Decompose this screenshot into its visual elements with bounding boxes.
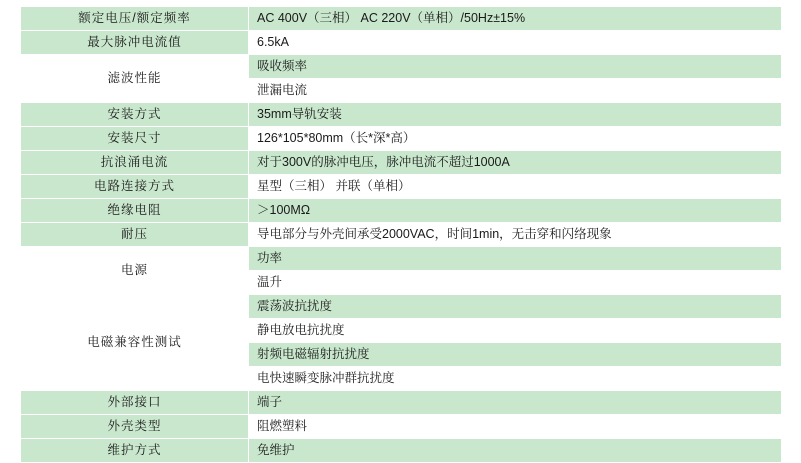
spec-value-cell: 射频电磁辐射抗扰度	[249, 343, 782, 367]
table-row	[21, 199, 782, 223]
spec-value-cell: 免维护	[249, 439, 782, 463]
spec-value-cell: ＞100MΩ	[249, 199, 782, 223]
spec-value-cell: 6.5kA	[249, 31, 782, 55]
spec-label-cell: 最大脉冲电流值	[21, 31, 249, 55]
spec-label-cell: 外部接口	[21, 391, 249, 415]
spec-label-cell: 电源	[21, 247, 249, 295]
table-row	[21, 295, 782, 319]
spec-value-cell: 吸收频率	[249, 55, 782, 79]
spec-value-cell: 阻燃塑料	[249, 415, 782, 439]
table-row	[21, 31, 782, 55]
spec-label-cell: 外壳类型	[21, 415, 249, 439]
table-row	[21, 391, 782, 415]
spec-label-cell: 绝缘电阻	[21, 199, 249, 223]
spec-value-cell: 功率	[249, 247, 782, 271]
spec-value-cell: 126*105*80mm（长*深*高）	[249, 127, 782, 151]
spec-value-cell: 端子	[249, 391, 782, 415]
spec-label-cell: 维护方式	[21, 439, 249, 463]
table-row	[21, 247, 782, 271]
table-row	[21, 439, 782, 463]
spec-label-cell: 安装方式	[21, 103, 249, 127]
spec-label-cell: 滤波性能	[21, 55, 249, 103]
table-row	[21, 127, 782, 151]
spec-value-cell: 电快速瞬变脉冲群抗扰度	[249, 367, 782, 391]
table-row	[21, 415, 782, 439]
spec-label-cell: 耐压	[21, 223, 249, 247]
table-row	[21, 175, 782, 199]
spec-value-cell: 对于300V的脉冲电压，脉冲电流不超过1000A	[249, 151, 782, 175]
spec-label-cell: 抗浪涌电流	[21, 151, 249, 175]
spec-value-cell: 泄漏电流	[249, 79, 782, 103]
specification-table	[20, 6, 782, 463]
spec-value-cell: 星型（三相） 并联（单相）	[249, 175, 782, 199]
spec-label-cell: 电磁兼容性测试	[21, 295, 249, 391]
specification-table-body	[21, 7, 782, 463]
table-row	[21, 55, 782, 79]
spec-value-cell: 静电放电抗扰度	[249, 319, 782, 343]
table-row	[21, 223, 782, 247]
table-row	[21, 7, 782, 31]
spec-value-cell: 35mm导轨安装	[249, 103, 782, 127]
spec-value-cell: 导电部分与外壳间承受2000VAC，时间1min，无击穿和闪络现象	[249, 223, 782, 247]
table-row	[21, 151, 782, 175]
spec-label-cell: 电路连接方式	[21, 175, 249, 199]
spec-value-cell: AC 400V（三相） AC 220V（单相）/50Hz±15%	[249, 7, 782, 31]
spec-value-cell: 温升	[249, 271, 782, 295]
spec-label-cell: 安装尺寸	[21, 127, 249, 151]
table-row	[21, 103, 782, 127]
spec-value-cell: 震荡波抗扰度	[249, 295, 782, 319]
spec-label-cell: 额定电压/额定频率	[21, 7, 249, 31]
